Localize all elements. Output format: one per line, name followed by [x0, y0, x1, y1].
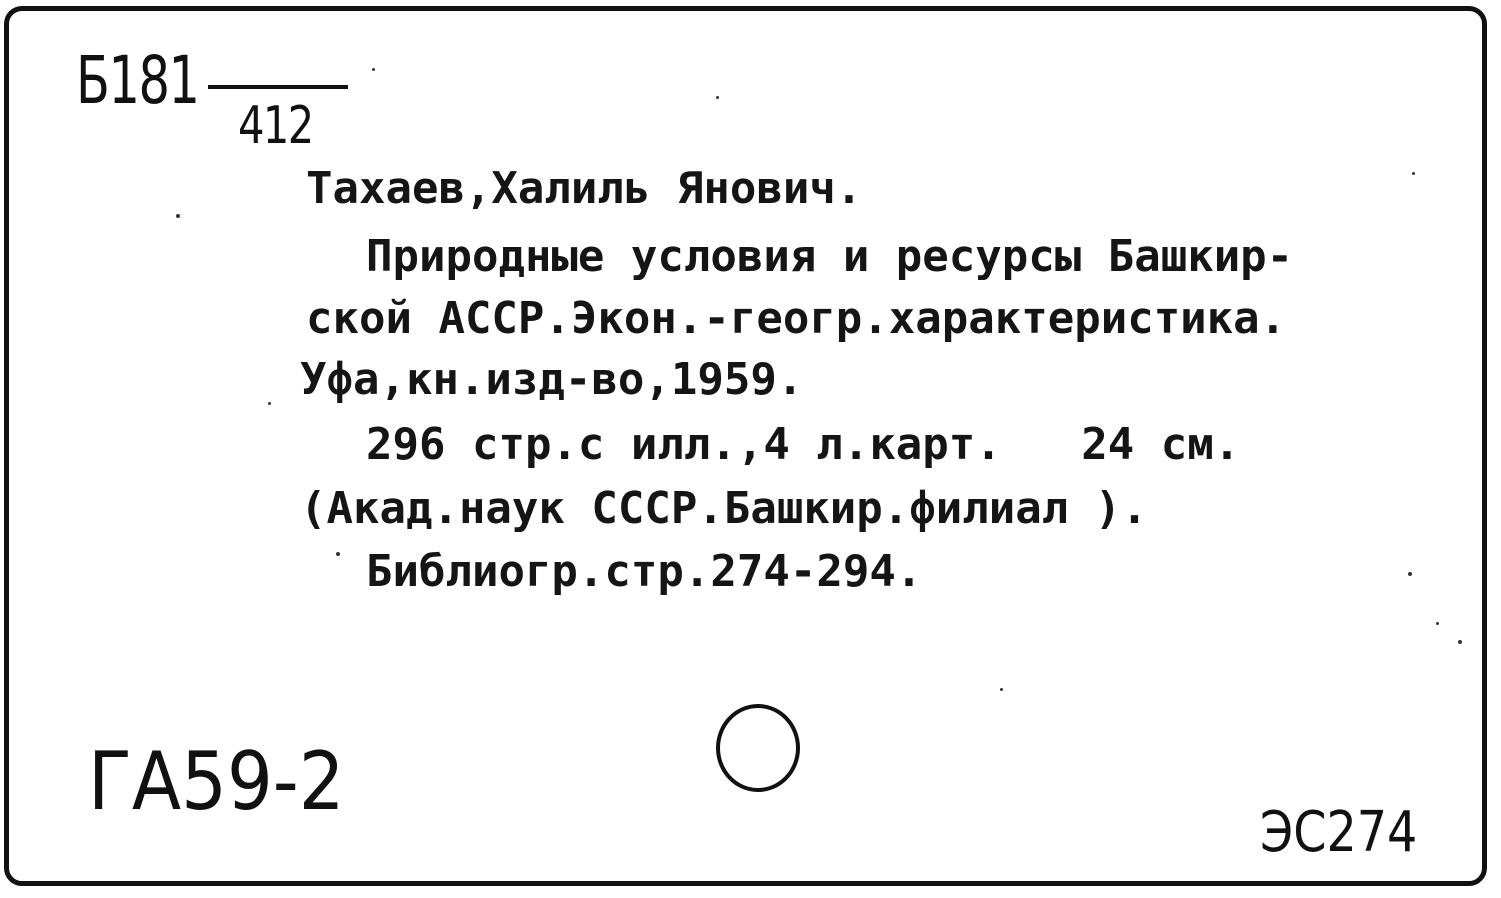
speck	[1408, 572, 1412, 576]
call-number-divider	[208, 85, 348, 89]
speck	[716, 96, 719, 99]
call-number-numerator: Б181	[76, 42, 199, 119]
speck	[1436, 622, 1439, 625]
catalog-code: ГА59-2	[88, 735, 345, 828]
speck	[336, 552, 340, 556]
speck	[1412, 172, 1415, 175]
title-line-1: Природные условия и ресурсы Башкир-	[366, 231, 1294, 282]
card-punch-hole	[716, 704, 800, 792]
publication-line: Уфа,кн.изд-во,1959.	[300, 354, 804, 405]
call-number-denominator: 412	[238, 96, 313, 156]
speck	[372, 68, 375, 71]
author-line: Тахаев,Халиль Янович.	[306, 163, 863, 214]
physical-description-line: 296 стр.с илл.,4 л.карт. 24 см.	[366, 419, 1241, 470]
speck	[1000, 688, 1003, 691]
bibliography-line: Библиогр.стр.274-294.	[366, 546, 923, 597]
inventory-number: ЭС274	[1260, 800, 1418, 865]
title-line-2: ской АССР.Экон.-геогр.характеристика.	[306, 293, 1287, 344]
speck	[176, 214, 180, 218]
series-line: (Акад.наук СССР.Башкир.филиал ).	[300, 483, 1148, 534]
speck	[268, 402, 271, 405]
speck	[1458, 640, 1462, 644]
